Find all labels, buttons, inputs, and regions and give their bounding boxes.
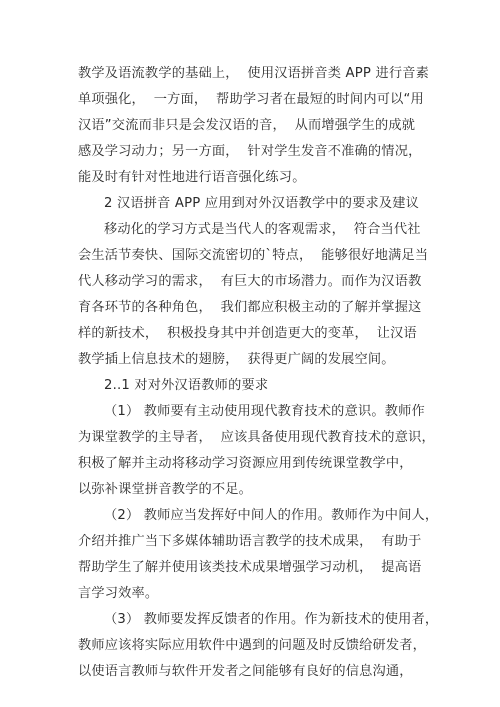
text-line-19: 介绍并推广当下多媒体辅助语言教学的技术成果， 有助于 xyxy=(78,534,422,549)
text-line-1: 教学及语流教学的基础上， 使用汉语拼音类 APP 进行音素 xyxy=(78,66,430,81)
text-line-4: 感及学习动力；另一方面， 针对学生发音不准确的情况， xyxy=(78,144,422,159)
text-line-17: 以弥补课堂拼音教学的不足。 xyxy=(78,482,253,497)
text-line-24: 以使语言教师与软件开发者之间能够有良好的信息沟通， xyxy=(78,664,413,679)
section-heading-2: 2 汉语拼音 APP 应用到对外汉语教学中的要求及建议 xyxy=(104,196,420,211)
text-line-7: 移动化的学习方式是当代人的客观需求， 符合当代社 xyxy=(104,222,421,237)
text-line-3: 汉语”交流而非只是会发汉语的音， 从而增强学生的成就 xyxy=(78,118,416,133)
text-line-21: 言学习效率。 xyxy=(78,586,159,601)
text-line-20: 帮助学生了解并使用该类技术成果增强学习动机， 提高语 xyxy=(78,560,422,575)
text-line-10: 育各环节的各种角色， 我们都应积极主动的了解并掌握这 xyxy=(78,300,422,315)
text-line-12: 教学插上信息技术的翅膀， 获得更广阔的发展空间。 xyxy=(78,352,395,367)
text-line-5: 能及时有针对性地进行语音强化练习。 xyxy=(78,170,306,185)
text-line-23: 教师应该将实际应用软件中遇到的问题及时反馈给研发者， xyxy=(78,638,427,653)
text-line-14: （1） 教师要有主动使用现代教育技术的意识。教师作 xyxy=(104,404,425,419)
text-line-15: 为课堂教学的主导者， 应该具备使用现代教育技术的意识， xyxy=(78,430,435,445)
subsection-heading-2-1: 2..1 对对外汉语教师的要求 xyxy=(104,378,269,393)
text-line-8: 会生活节奏快、国际交流密切的`特点， 能够很好地满足当 xyxy=(78,248,429,263)
text-line-11: 样的新技术， 积极投身其中并创造更大的变革， 让汉语 xyxy=(78,326,417,341)
text-line-2: 单项强化， 一方面， 帮助学习者在最短的时间内可以“用 xyxy=(78,92,424,107)
text-line-22: （3） 教师要发挥反馈者的作用。作为新技术的使用者， xyxy=(104,612,439,627)
text-line-9: 代人移动学习的需求， 有巨大的市场潜力。而作为汉语教 xyxy=(78,274,422,289)
text-line-16: 积极了解并主动将移动学习资源应用到传统课堂教学中， xyxy=(78,456,413,471)
text-line-18: （2） 教师应当发挥好中间人的作用。教师作为中间人， xyxy=(104,508,439,523)
